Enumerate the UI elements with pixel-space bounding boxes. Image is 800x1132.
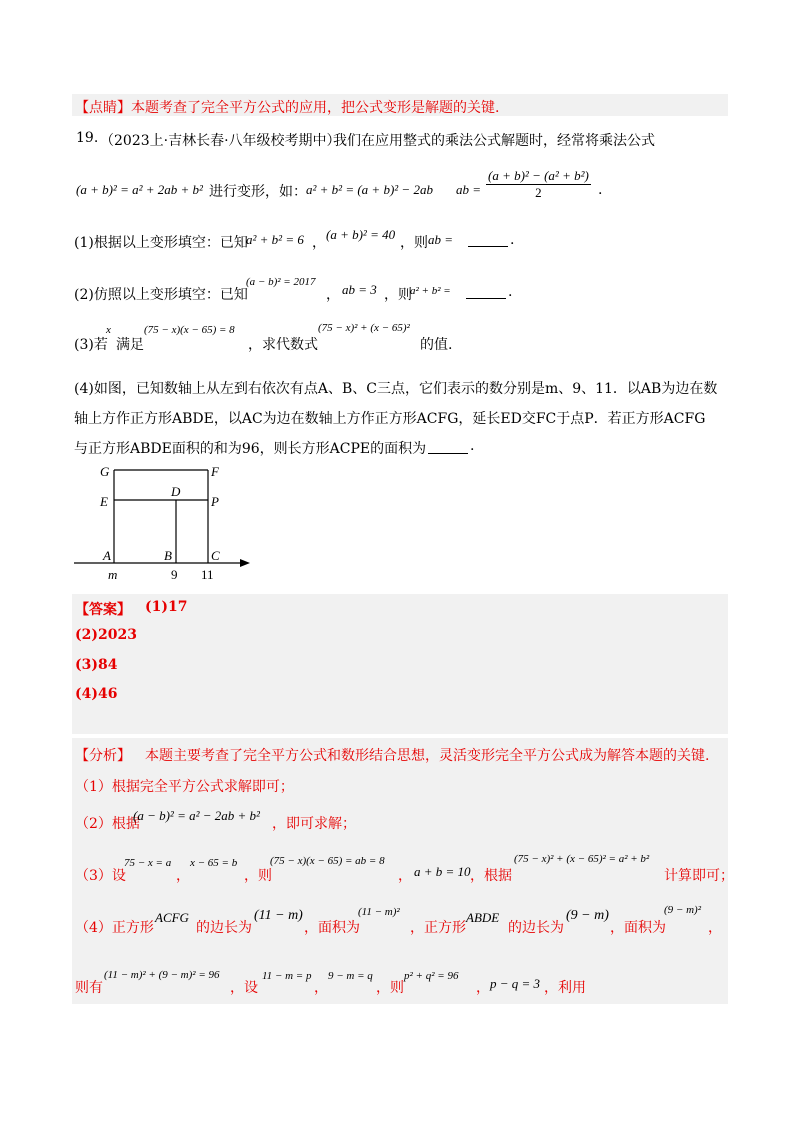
fraction-numerator: (a + b)² − (a² + b²) xyxy=(488,168,589,183)
analysis-step-3-comma-1: ， xyxy=(176,868,190,884)
analysis-step-5-c: ，则 xyxy=(376,980,404,996)
part3-text-c: ，求代数式 xyxy=(248,337,318,353)
formula-sum-squares: a² + b² = (a + b)² − 2ab xyxy=(306,182,433,197)
analysis-step-3-sum: a + b = 10 xyxy=(414,864,471,879)
tick-11: 11 xyxy=(201,567,214,582)
part2-text-a: (2)仿照以上变形填空：已知 xyxy=(74,287,248,303)
analysis-step-2-b: ，即可求解； xyxy=(272,816,356,832)
part2-comma: ， xyxy=(326,287,340,303)
part4-period: . xyxy=(470,438,475,454)
part2-period: . xyxy=(508,284,513,300)
label-e: E xyxy=(100,494,108,509)
label-f: F xyxy=(211,464,219,479)
analysis-step-5-sub-q: 9 − m = q xyxy=(328,970,373,982)
analysis-step-3-comma-2: ， xyxy=(398,868,412,884)
analysis-step-3-sub-b: x − 65 = b xyxy=(190,857,238,869)
part3-text-a: (3)若 xyxy=(74,337,108,353)
figure-lines xyxy=(114,470,208,563)
analysis-step-5-b: ，设 xyxy=(230,980,258,996)
analysis-step-4-e: 的边长为 xyxy=(508,920,564,936)
analysis-step-3-product: (75 − x)(x − 65) = ab = 8 xyxy=(270,855,385,867)
formula-expand: (a + b)² = a² + 2ab + b² xyxy=(76,182,203,197)
answer-item-2: (2)2023 xyxy=(75,627,137,643)
part1-text-b: ，则 xyxy=(400,235,428,251)
part1-text-a: (1)根据以上变形填空：已知 xyxy=(74,235,248,251)
label-g: G xyxy=(100,464,110,479)
answer-band xyxy=(72,594,728,734)
analysis-step-3-b: ，则 xyxy=(244,868,272,884)
analysis-step-5-equation: (11 − m)² + (9 − m)² = 96 xyxy=(104,969,220,981)
analysis-step-3-d: 计算即可； xyxy=(664,868,734,884)
q19-stem: 我们在应用整式的乘法公式解题时，经常将乘法公式 xyxy=(333,133,655,149)
answer-item-1: (1)17 xyxy=(145,599,188,615)
part4-line-3: 与正方形ABDE面积的和为96，则长方形ACPE的面积为 xyxy=(74,441,427,457)
part2-text-b: ，则 xyxy=(384,287,412,303)
number-line-figure xyxy=(72,460,262,585)
part3-condition: (75 − x)(x − 65) = 8 xyxy=(144,324,235,336)
part1-answer-blank[interactable] xyxy=(468,234,508,247)
label-b: B xyxy=(164,548,172,563)
analysis-step-4-a: （4）正方形 xyxy=(75,920,154,936)
tick-9: 9 xyxy=(171,567,178,582)
analysis-header: 【分析】 xyxy=(75,748,131,764)
part1-period: . xyxy=(510,232,515,248)
analysis-step-4-square-1: ACFG xyxy=(155,910,189,925)
analysis-step-1: （1）根据完全平方公式求解即可； xyxy=(75,779,294,795)
formula-ab-fraction xyxy=(486,168,591,201)
q19-number: 19. xyxy=(76,130,99,146)
part2-target: a² + b² = xyxy=(410,285,451,297)
number-line-arrow xyxy=(240,559,250,567)
part2-answer-blank[interactable] xyxy=(466,286,506,299)
analysis-step-3-identity: (75 − x)² + (x − 65)² = a² + b² xyxy=(514,853,650,865)
tip-text: 【点睛】本题考查了完全平方公式的应用，把公式变形是解题的关键. xyxy=(75,100,500,116)
part3-text-d: 的值. xyxy=(420,337,453,353)
analysis-step-5-comma-2: ， xyxy=(476,980,490,996)
analysis-step-5-a: 则有 xyxy=(75,980,103,996)
part4-line-1: (4)如图，已知数轴上从左到右依次有点A、B、C三点，它们表示的数分别是m、9、11．以AB为边在数 xyxy=(74,381,718,397)
analysis-step-5-comma-1: ， xyxy=(314,980,328,996)
answer-item-4: (4)46 xyxy=(75,686,118,702)
part3-text-b: 满足 xyxy=(116,337,144,353)
part4-answer-blank[interactable] xyxy=(428,441,468,454)
part1-target: ab = xyxy=(428,232,454,247)
analysis-step-5-sub-p: 11 − m = p xyxy=(262,970,312,982)
part3-expression: (75 − x)² + (x − 65)² xyxy=(318,322,410,334)
label-a: A xyxy=(103,548,111,563)
label-p: P xyxy=(211,494,219,509)
answer-item-3: (3)84 xyxy=(75,657,118,673)
formula-period: . xyxy=(598,182,603,198)
part2-given-1: (a − b)² = 2017 xyxy=(246,276,316,288)
part1-comma: ， xyxy=(312,235,326,251)
analysis-step-3-c: ，根据 xyxy=(470,868,512,884)
analysis-step-4-area-2: (9 − m)² xyxy=(664,904,701,916)
analysis-step-2-formula: (a − b)² = a² − 2ab + b² xyxy=(133,808,260,823)
formula-suffix: 进行变形，如： xyxy=(209,184,307,200)
analysis-step-5-diff: p − q = 3 xyxy=(490,976,541,991)
part2-given-2: ab = 3 xyxy=(342,282,377,297)
tick-m: m xyxy=(108,567,118,582)
analysis-step-4-area-1: (11 − m)² xyxy=(358,906,400,918)
analysis-step-5-d: ，利用 xyxy=(544,980,586,996)
analysis-step-4-c: ，面积为 xyxy=(304,920,360,936)
q19-source: （2023上·吉林长春·八年级校考期中） xyxy=(100,133,341,149)
label-d: D xyxy=(171,484,181,499)
analysis-step-3-a: （3）设 xyxy=(75,868,126,884)
part4-line-2: 轴上方作正方形ABDE，以AC为边在数轴上方作正方形ACFG，延长ED交FC于点P．若正方形ACFG xyxy=(74,411,706,427)
analysis-step-5-sum: p² + q² = 96 xyxy=(404,970,459,982)
analysis-intro: 本题主要考查了完全平方公式和数形结合思想，灵活变形完全平方公式成为解答本题的关键. xyxy=(145,748,710,764)
formula-ab-lhs: ab = xyxy=(456,182,482,197)
part3-var-x: x xyxy=(106,324,111,336)
label-c: C xyxy=(211,548,220,563)
fraction-denominator: 2 xyxy=(535,185,542,200)
analysis-step-4-d: ，正方形 xyxy=(410,920,466,936)
analysis-step-4-square-2: ABDE xyxy=(466,910,500,925)
analysis-step-3-sub-a: 75 − x = a xyxy=(124,857,172,869)
analysis-step-4-side-2: (9 − m) xyxy=(566,908,609,923)
analysis-step-4-g: ， xyxy=(708,920,722,936)
analysis-step-2-a: （2）根据 xyxy=(75,816,140,832)
analysis-step-4-f: ，面积为 xyxy=(610,920,666,936)
part1-given-1: a² + b² = 6 xyxy=(246,232,304,247)
analysis-step-4-b: 的边长为 xyxy=(196,920,252,936)
analysis-step-4-side-1: (11 − m) xyxy=(254,908,303,923)
answer-header: 【答案】 xyxy=(75,602,131,618)
part1-given-2: (a + b)² = 40 xyxy=(326,227,396,242)
